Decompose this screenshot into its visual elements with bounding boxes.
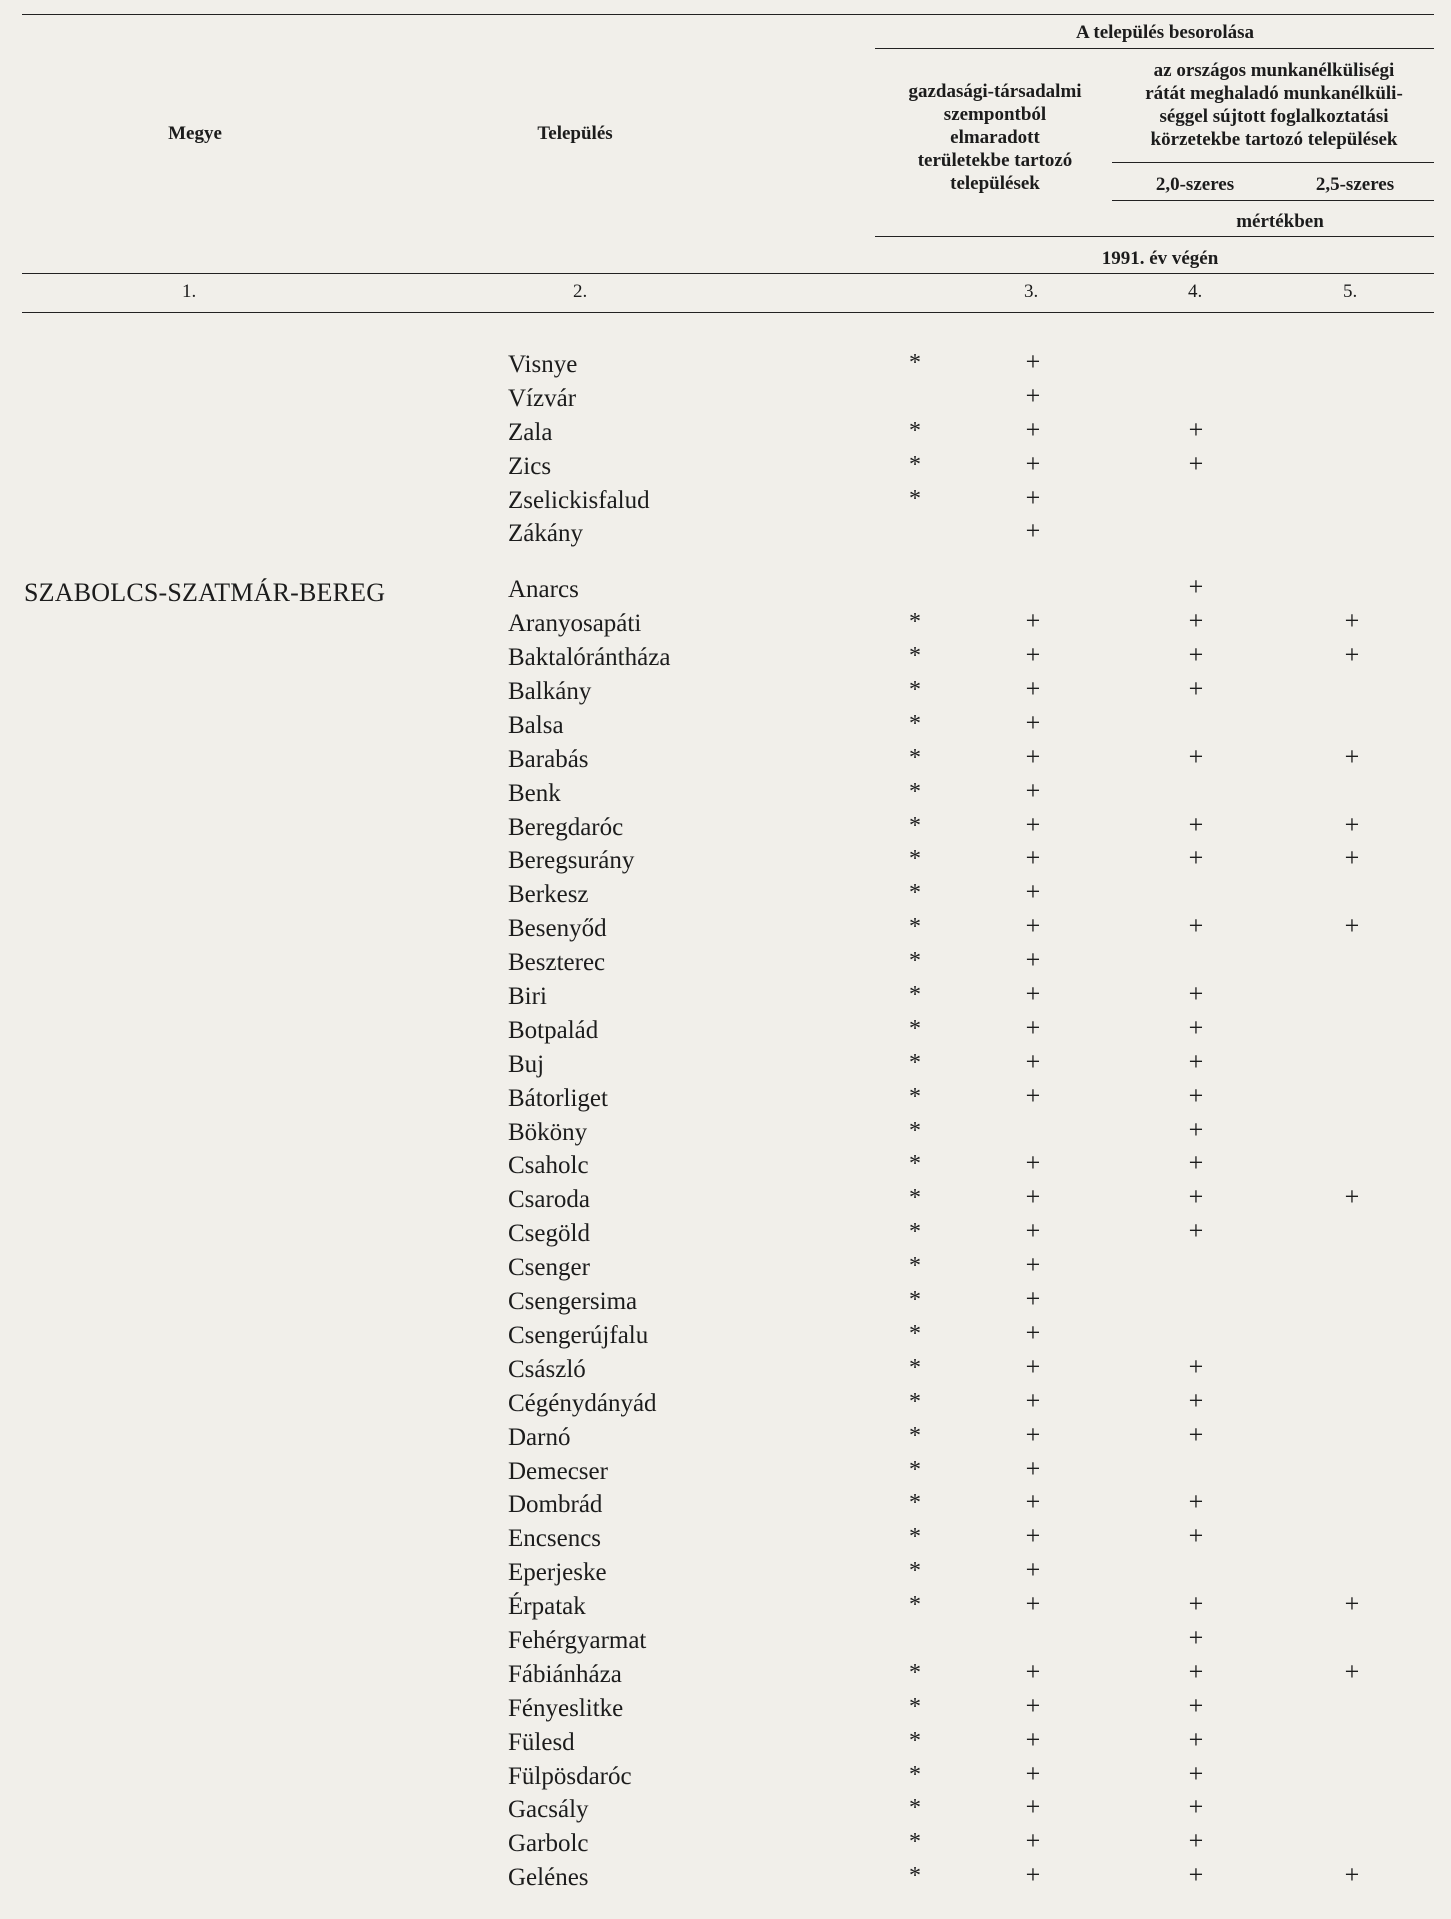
- col3-mark: +: [1025, 1826, 1041, 1856]
- col3-mark: +: [1025, 1724, 1041, 1754]
- table-row: [0, 1250, 1451, 1284]
- settlement-name: Barabás: [508, 745, 589, 773]
- col3-mark: +: [1025, 1758, 1041, 1788]
- elmaradott-mark: *: [909, 1829, 921, 1856]
- col3-mark: +: [1025, 1589, 1041, 1619]
- settlement-name: Beregsurány: [508, 847, 635, 875]
- col45-rule: [1112, 162, 1434, 163]
- table-row: [0, 1284, 1451, 1318]
- col3-mark: +: [1025, 1012, 1041, 1042]
- col4-mark: +: [1188, 606, 1204, 636]
- settlement-name: Fülesd: [508, 1728, 575, 1756]
- col3-mark: +: [1025, 380, 1041, 410]
- elmaradott-mark: *: [909, 1287, 921, 1314]
- table-row: [0, 1657, 1451, 1691]
- table-row: [0, 347, 1451, 381]
- header-col3-line: gazdasági-társadalmi: [908, 81, 1082, 102]
- col3-mark: +: [1025, 1656, 1041, 1686]
- elmaradott-mark: *: [909, 1863, 921, 1890]
- settlement-name: Dombrád: [508, 1491, 603, 1519]
- elmaradott-mark: *: [909, 1558, 921, 1585]
- table-row: [0, 1216, 1451, 1250]
- col3-mark: +: [1025, 1555, 1041, 1585]
- settlement-name: Berkesz: [508, 881, 589, 909]
- settlement-name: Cégénydányád: [508, 1389, 657, 1417]
- colnum-5: 5.: [1343, 281, 1358, 302]
- col4-mark: +: [1188, 448, 1204, 478]
- col4-mark: +: [1188, 1589, 1204, 1619]
- elmaradott-mark: *: [909, 1693, 921, 1720]
- col4-mark: +: [1188, 1148, 1204, 1178]
- settlement-name: Érpatak: [508, 1593, 586, 1621]
- table-row: [0, 1454, 1451, 1488]
- settlement-name: Benk: [508, 779, 561, 807]
- elmaradott-mark: *: [909, 451, 921, 478]
- col4-mark: +: [1188, 979, 1204, 1009]
- elmaradott-mark: *: [909, 643, 921, 670]
- section-gap: [0, 550, 1451, 572]
- table-row: [0, 640, 1451, 674]
- settlement-name: Gelénes: [508, 1864, 589, 1892]
- table-row: [0, 1081, 1451, 1115]
- settlement-name: Csaroda: [508, 1186, 590, 1214]
- elmaradott-mark: *: [909, 1456, 921, 1483]
- col4-mark: +: [1188, 572, 1204, 602]
- table-row: [0, 979, 1451, 1013]
- col3-mark: +: [1025, 1317, 1041, 1347]
- table-row: [0, 1013, 1451, 1047]
- settlement-name: Csaholc: [508, 1152, 589, 1180]
- elmaradott-mark: *: [909, 1049, 921, 1076]
- elmaradott-mark: *: [909, 1524, 921, 1551]
- settlement-name: Botpalád: [508, 1016, 599, 1044]
- table-row: [0, 449, 1451, 483]
- col4-mark: +: [1188, 640, 1204, 670]
- col3-mark: +: [1025, 707, 1041, 737]
- col4-mark: +: [1188, 843, 1204, 873]
- elmaradott-mark: *: [909, 1320, 921, 1347]
- col3-mark: +: [1025, 1080, 1041, 1110]
- col4-mark: +: [1188, 1487, 1204, 1517]
- col3-mark: +: [1025, 809, 1041, 839]
- col4-mark: +: [1188, 1758, 1204, 1788]
- col3-mark: +: [1025, 414, 1041, 444]
- settlement-name: Bököny: [508, 1118, 588, 1146]
- header-megye: Megye: [168, 123, 222, 144]
- col3-mark: +: [1025, 1216, 1041, 1246]
- header-col3-line: szempontból: [943, 104, 1047, 125]
- col3-mark: +: [1025, 482, 1041, 512]
- colnum-4: 4.: [1188, 281, 1203, 302]
- col4-mark: +: [1188, 1385, 1204, 1415]
- table-row: [0, 776, 1451, 810]
- colnum-rule: [22, 312, 1434, 313]
- elmaradott-mark: *: [909, 812, 921, 839]
- col3-mark: +: [1025, 674, 1041, 704]
- elmaradott-mark: *: [909, 1219, 921, 1246]
- elmaradott-mark: *: [909, 1253, 921, 1280]
- settlement-name: Zala: [508, 418, 553, 446]
- col4-mark: +: [1188, 1622, 1204, 1652]
- col5-mark: +: [1344, 1656, 1360, 1686]
- settlement-name: Császló: [508, 1355, 586, 1383]
- table-row: [0, 572, 1451, 606]
- col3-mark: +: [1025, 1453, 1041, 1483]
- settlement-name: Baktalórántháza: [508, 644, 671, 672]
- table-row: [0, 483, 1451, 517]
- col3-mark: +: [1025, 606, 1041, 636]
- settlement-name: Csegöld: [508, 1220, 590, 1248]
- col3-mark: +: [1025, 1182, 1041, 1212]
- col3-mark: +: [1025, 1521, 1041, 1551]
- col3-mark: +: [1025, 1792, 1041, 1822]
- header-szeres-20: 2,0-szeres: [1155, 174, 1235, 195]
- col5-mark: +: [1344, 911, 1360, 941]
- elmaradott-mark: *: [909, 914, 921, 941]
- elmaradott-mark: *: [909, 1151, 921, 1178]
- settlement-name: Anarcs: [508, 576, 579, 604]
- col3-mark: +: [1025, 1284, 1041, 1314]
- header-szeres-25: 2,5-szeres: [1315, 174, 1395, 195]
- table-row: [0, 1182, 1451, 1216]
- col5-mark: +: [1344, 640, 1360, 670]
- table-row: [0, 381, 1451, 415]
- besorolas-rule: [875, 48, 1434, 49]
- col3-mark: +: [1025, 1385, 1041, 1415]
- settlement-name: Aranyosapáti: [508, 610, 642, 638]
- elmaradott-mark: *: [909, 1592, 921, 1619]
- table-row: [0, 606, 1451, 640]
- table-row: [0, 1115, 1451, 1149]
- settlement-name: Beregdaróc: [508, 813, 624, 841]
- elmaradott-mark: *: [909, 1388, 921, 1415]
- settlement-name: Fényeslitke: [508, 1694, 624, 1722]
- table-row: [0, 1623, 1451, 1657]
- col4-mark: +: [1188, 1114, 1204, 1144]
- settlement-name: Balsa: [508, 711, 564, 739]
- table-row: [0, 708, 1451, 742]
- settlement-name: Garbolc: [508, 1830, 589, 1858]
- col4-mark: +: [1188, 1046, 1204, 1076]
- col4-mark: +: [1188, 674, 1204, 704]
- elmaradott-mark: *: [909, 1015, 921, 1042]
- elmaradott-mark: *: [909, 1083, 921, 1110]
- settlement-name: Fehérgyarmat: [508, 1626, 647, 1654]
- settlement-name: Fülpösdaróc: [508, 1762, 632, 1790]
- elmaradott-mark: *: [909, 1795, 921, 1822]
- settlement-name: Beszterec: [508, 949, 606, 977]
- elmaradott-mark: *: [909, 609, 921, 636]
- col5-mark: +: [1344, 1860, 1360, 1890]
- header-ev: 1991. év végén: [1101, 248, 1219, 269]
- elmaradott-mark: *: [909, 1659, 921, 1686]
- col5-mark: +: [1344, 1589, 1360, 1619]
- table-row: [0, 1691, 1451, 1725]
- col4-mark: +: [1188, 1351, 1204, 1381]
- col5-mark: +: [1344, 606, 1360, 636]
- elmaradott-mark: *: [909, 485, 921, 512]
- table-row: [0, 516, 1451, 550]
- col3-mark: +: [1025, 911, 1041, 941]
- elmaradott-mark: *: [909, 948, 921, 975]
- colnum-2: 2.: [573, 281, 588, 302]
- ev-rule: [22, 273, 1434, 274]
- settlement-name: Buj: [508, 1050, 545, 1078]
- elmaradott-mark: *: [909, 1117, 921, 1144]
- col4-mark: +: [1188, 911, 1204, 941]
- settlement-name: Darnó: [508, 1423, 571, 1451]
- col4-mark: +: [1188, 741, 1204, 771]
- settlement-name: Csenger: [508, 1254, 590, 1282]
- header-col3-line: elmaradott: [950, 127, 1040, 148]
- settlement-name: Demecser: [508, 1457, 608, 1485]
- col3-mark: +: [1025, 1487, 1041, 1517]
- settlement-table-body: [0, 347, 1451, 1894]
- table-row: [0, 1487, 1451, 1521]
- col4-mark: +: [1188, 1690, 1204, 1720]
- table-row: [0, 945, 1451, 979]
- col4-mark: +: [1188, 1521, 1204, 1551]
- table-row: [0, 1792, 1451, 1826]
- settlement-name: Gacsály: [508, 1796, 589, 1824]
- col3-mark: +: [1025, 1419, 1041, 1449]
- col4-mark: +: [1188, 414, 1204, 444]
- top-rule: [22, 14, 1434, 15]
- col4-mark: +: [1188, 1724, 1204, 1754]
- table-row: [0, 742, 1451, 776]
- elmaradott-mark: *: [909, 1354, 921, 1381]
- table-row: [0, 1759, 1451, 1793]
- col4-mark: +: [1188, 1826, 1204, 1856]
- table-row: [0, 1589, 1451, 1623]
- header-col3-line: települések: [950, 173, 1040, 194]
- col3-mark: +: [1025, 1250, 1041, 1280]
- settlement-name: Encsencs: [508, 1525, 602, 1553]
- county-cell: SZABOLCS-SZATMÁR-BEREG: [24, 578, 386, 608]
- col3-mark: +: [1025, 741, 1041, 771]
- table-row: [0, 415, 1451, 449]
- settlement-name: Csengerújfalu: [508, 1321, 649, 1349]
- table-row: [0, 1148, 1451, 1182]
- header-col45-line: rátát meghaladó munkanélküli-: [1145, 83, 1403, 104]
- col5-mark: +: [1344, 741, 1360, 771]
- table-row: [0, 1047, 1451, 1081]
- col3-mark: +: [1025, 775, 1041, 805]
- table-row: [0, 911, 1451, 945]
- table-row: [0, 810, 1451, 844]
- elmaradott-mark: *: [909, 778, 921, 805]
- table-row: [0, 1860, 1451, 1894]
- elmaradott-mark: *: [909, 982, 921, 1009]
- settlement-name: Zics: [508, 452, 552, 480]
- col3-mark: +: [1025, 1046, 1041, 1076]
- table-row: [0, 1420, 1451, 1454]
- elmaradott-mark: *: [909, 1490, 921, 1517]
- col3-mark: +: [1025, 945, 1041, 975]
- header-col45-line: körzetekbe tartozó települések: [1150, 129, 1398, 150]
- szeres-rule: [1112, 200, 1434, 201]
- col4-mark: +: [1188, 1792, 1204, 1822]
- col4-mark: +: [1188, 809, 1204, 839]
- table-row: [0, 1826, 1451, 1860]
- col4-mark: +: [1188, 1860, 1204, 1890]
- col3-mark: +: [1025, 877, 1041, 907]
- elmaradott-mark: *: [909, 744, 921, 771]
- settlement-name: Bátorliget: [508, 1084, 608, 1112]
- col5-mark: +: [1344, 1182, 1360, 1212]
- elmaradott-mark: *: [909, 1727, 921, 1754]
- colnum-3: 3.: [1024, 281, 1039, 302]
- header-col45: [1115, 59, 1433, 151]
- settlement-name: Zákány: [508, 520, 583, 548]
- col5-mark: +: [1344, 843, 1360, 873]
- settlement-name: Visnye: [508, 351, 578, 378]
- elmaradott-mark: *: [909, 1185, 921, 1212]
- table-row: [0, 1521, 1451, 1555]
- settlement-name: Fábiánháza: [508, 1660, 622, 1688]
- col3-mark: +: [1025, 1690, 1041, 1720]
- header-col45-line: séggel sújtott foglalkoztatási: [1159, 106, 1389, 127]
- settlement-name: Besenyőd: [508, 915, 607, 943]
- col4-mark: +: [1188, 1419, 1204, 1449]
- col3-mark: +: [1025, 448, 1041, 478]
- col3-mark: +: [1025, 979, 1041, 1009]
- col3-mark: +: [1025, 843, 1041, 873]
- elmaradott-mark: *: [909, 1422, 921, 1449]
- settlement-name: Balkány: [508, 678, 592, 706]
- table-row: [0, 1318, 1451, 1352]
- col3-mark: +: [1025, 1351, 1041, 1381]
- table-row: [0, 1352, 1451, 1386]
- mertek-rule: [875, 236, 1434, 237]
- header-telepules: Település: [537, 123, 613, 144]
- settlement-name: Vízvár: [508, 384, 577, 412]
- col4-mark: +: [1188, 1080, 1204, 1110]
- table-row: [0, 1725, 1451, 1759]
- settlement-name: Zselickisfalud: [508, 486, 650, 514]
- elmaradott-mark: *: [909, 880, 921, 907]
- header-mertekben: mértékben: [1236, 211, 1324, 232]
- table-row: [0, 674, 1451, 708]
- elmaradott-mark: *: [909, 1761, 921, 1788]
- settlement-name: Csengersima: [508, 1288, 638, 1316]
- elmaradott-mark: *: [909, 350, 921, 376]
- col4-mark: +: [1188, 1216, 1204, 1246]
- settlement-name: Eperjeske: [508, 1559, 607, 1587]
- header-col3-line: területekbe tartozó: [917, 150, 1073, 171]
- col3-mark: +: [1025, 1860, 1041, 1890]
- table-row: [0, 1555, 1451, 1589]
- col4-mark: +: [1188, 1182, 1204, 1212]
- col3-mark: +: [1025, 347, 1041, 376]
- elmaradott-mark: *: [909, 677, 921, 704]
- col5-mark: +: [1344, 809, 1360, 839]
- header-col45-line: az országos munkanélküliségi: [1153, 60, 1395, 81]
- table-row: [0, 877, 1451, 911]
- header-col3: [885, 80, 1105, 195]
- col4-mark: +: [1188, 1012, 1204, 1042]
- table-row: [0, 843, 1451, 877]
- colnum-1: 1.: [182, 281, 197, 302]
- header-besorolas: A település besorolása: [1075, 22, 1255, 43]
- col3-mark: +: [1025, 516, 1041, 546]
- elmaradott-mark: *: [909, 417, 921, 444]
- settlement-name: Biri: [508, 983, 547, 1011]
- table-row: [0, 1386, 1451, 1420]
- elmaradott-mark: *: [909, 846, 921, 873]
- col3-mark: +: [1025, 1148, 1041, 1178]
- col4-mark: +: [1188, 1656, 1204, 1686]
- col3-mark: +: [1025, 640, 1041, 670]
- elmaradott-mark: *: [909, 710, 921, 737]
